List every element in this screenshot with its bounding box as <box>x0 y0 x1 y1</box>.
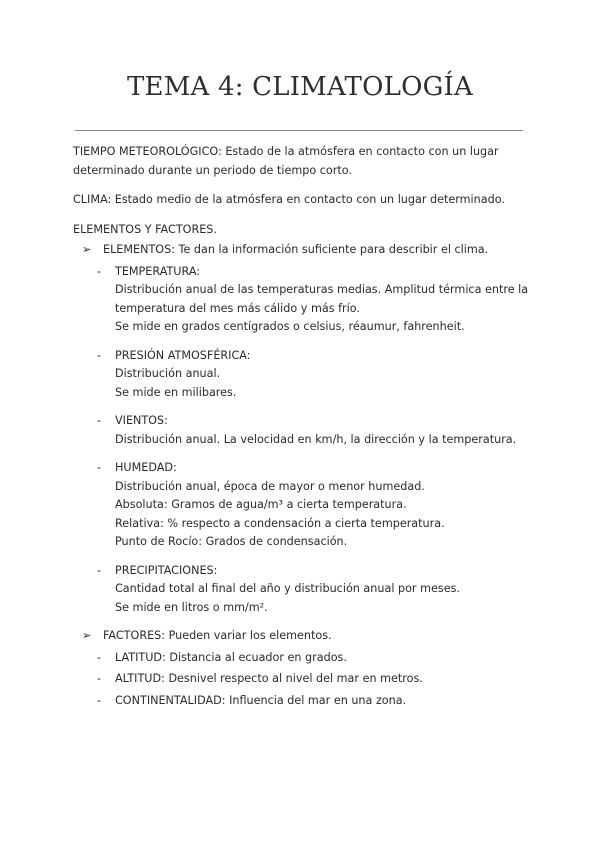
elemento-line: Cantidad total al final del año y distribución anual por meses. <box>115 582 460 595</box>
elemento-precipitaciones <box>73 562 533 618</box>
title-divider <box>75 130 523 131</box>
elementos-heading <box>73 241 533 260</box>
dash-bullet: - <box>97 264 102 278</box>
elemento-temperatura <box>73 263 533 337</box>
elemento-humedad <box>73 459 533 552</box>
factor-continentalidad <box>73 692 533 711</box>
factor-text: CONTINENTALIDAD: Influencia del mar en una zona. <box>115 693 407 707</box>
elemento-line: Distribución anual. La velocidad en km/h, la dirección y la temperatura. <box>115 432 517 446</box>
elemento-line: Punto de Rocío: Grados de condensación. <box>115 535 348 548</box>
definition-tiempo: TIEMPO METEOROLÓGICO: Estado de la atmósfera en contacto con un lugar determinado durante un periodo de tiempo corto. <box>73 145 499 177</box>
factor-latitud <box>73 649 533 668</box>
document-body <box>73 143 533 713</box>
dash-bullet: - <box>97 672 102 685</box>
dash-bullet: - <box>97 461 102 474</box>
elemento-name: PRESIÓN ATMOSFÉRICA: <box>115 348 251 362</box>
dash-bullet: - <box>97 348 102 362</box>
section-heading: ELEMENTOS Y FACTORES. <box>73 222 217 236</box>
elementos-heading-text: ELEMENTOS: Te dan la información suficiente para describir el clima. <box>103 243 489 256</box>
arrow-bullet-icon: ➢ <box>82 243 92 256</box>
dash-bullet: - <box>97 650 102 664</box>
factor-altitud <box>73 670 533 689</box>
factor-text: LATITUD: Distancia al ecuador en grados. <box>115 650 347 664</box>
elemento-line: Se mide en grados centígrados o celsius, réaumur, fahrenheit. <box>115 320 465 333</box>
elemento-line: Distribución anual. <box>115 367 221 380</box>
elemento-vientos <box>73 412 533 449</box>
factores-heading-text: FACTORES: Pueden variar los elementos. <box>103 629 332 642</box>
elemento-line: Distribución anual, época de mayor o menor humedad. <box>115 479 425 493</box>
elemento-name: VIENTOS: <box>115 414 168 427</box>
page-title: TEMA 4: CLIMATOLOGÍA <box>126 72 473 102</box>
dash-bullet: - <box>97 414 102 427</box>
elemento-line: Absoluta: Gramos de agua/m³ a cierta temperatura. <box>115 498 407 511</box>
elemento-line: Se mide en milibares. <box>115 385 237 399</box>
dash-bullet: - <box>97 563 102 577</box>
dash-bullet: - <box>97 693 102 707</box>
elemento-name: TEMPERATURA: <box>115 264 201 278</box>
factores-heading <box>73 627 533 646</box>
factor-text: ALTITUD: Desnivel respecto al nivel del mar en metros. <box>115 672 423 685</box>
definition-clima: CLIMA: Estado medio de la atmósfera en contacto con un lugar determinado. <box>73 193 505 206</box>
elemento-line: Relativa: % respecto a condensación a cierta temperatura. <box>115 516 445 530</box>
elemento-name: PRECIPITACIONES: <box>115 563 218 577</box>
elemento-name: HUMEDAD: <box>115 461 177 474</box>
elemento-line: Distribución anual de las temperaturas medias. Amplitud térmica entre la temperatura del mes más cálido y más frío. <box>115 283 529 315</box>
elemento-line: Se mide en litros o mm/m². <box>115 600 268 614</box>
arrow-bullet-icon: ➢ <box>82 629 92 642</box>
elemento-presion <box>73 347 533 403</box>
